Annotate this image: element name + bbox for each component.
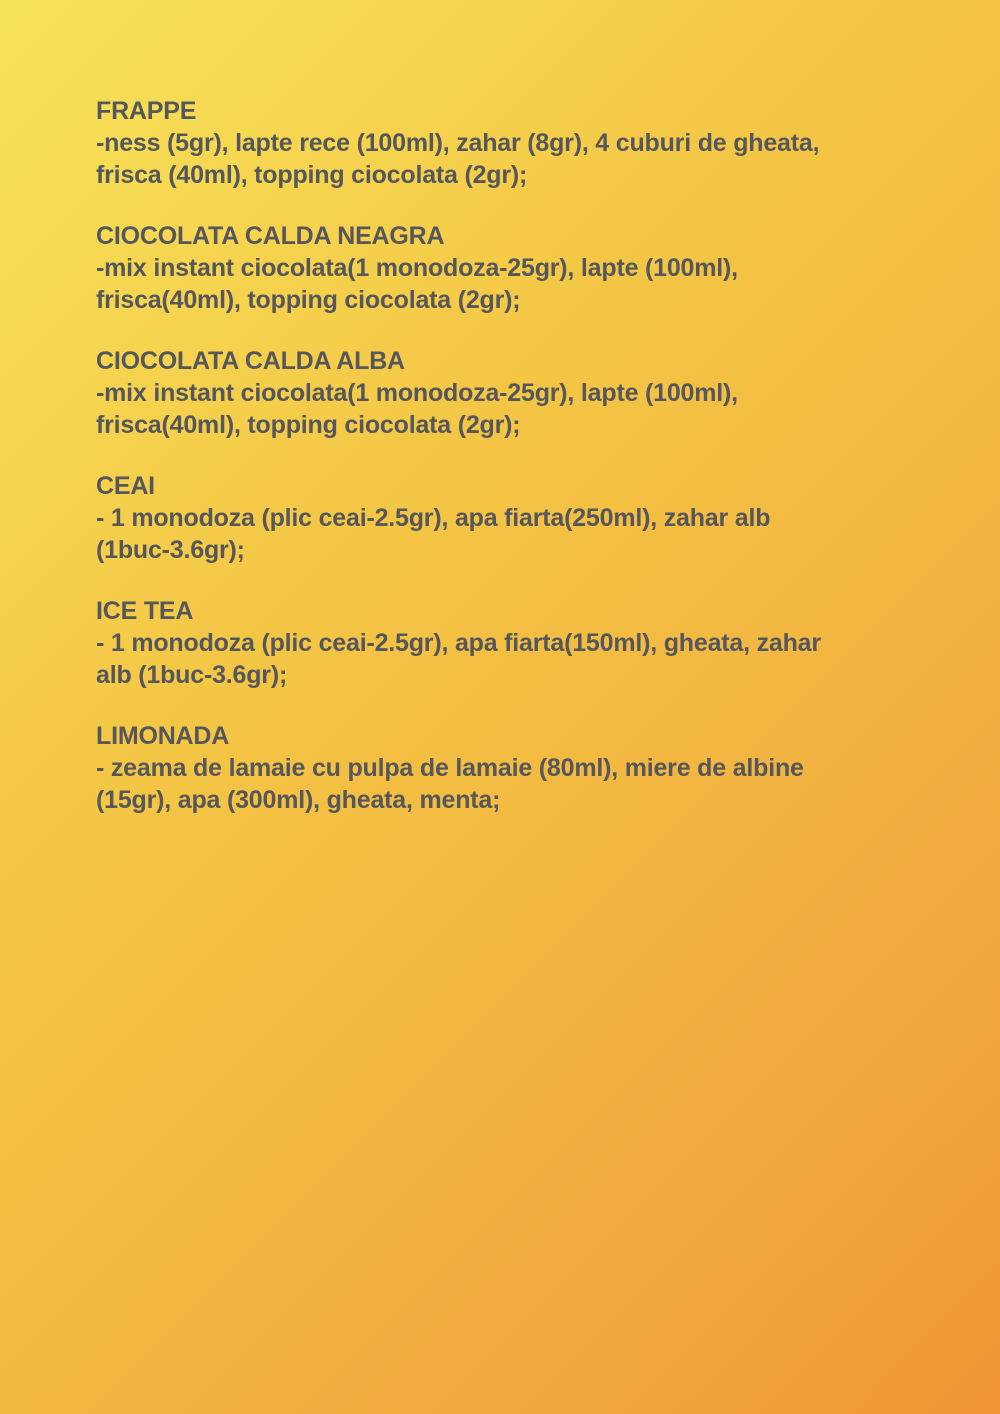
recipe-line: (1buc-3.6gr); — [96, 536, 245, 564]
recipe-line: - 1 monodoza (plic ceai-2.5gr), apa fiarta(250ml), zahar alb — [96, 504, 771, 532]
recipe-line: frisca (40ml), topping ciocolata (2gr); — [96, 161, 528, 189]
recipe-title: LIMONADA — [96, 722, 230, 750]
recipe-line: alb (1buc-3.6gr); — [96, 661, 288, 689]
recipe-ice-tea — [96, 595, 916, 691]
recipe-line: -mix instant ciocolata(1 monodoza-25gr), lapte (100ml), — [96, 379, 738, 407]
recipe-limonada — [96, 720, 916, 816]
recipe-title: FRAPPE — [96, 97, 197, 125]
recipe-ciocolata-calda-alba — [96, 345, 916, 441]
recipe-ciocolata-calda-neagra — [96, 220, 916, 316]
recipe-title: ICE TEA — [96, 597, 194, 625]
recipe-line: -mix instant ciocolata(1 monodoza-25gr), lapte (100ml), — [96, 254, 738, 282]
recipe-title: CEAI — [96, 472, 155, 500]
recipe-line: frisca(40ml), topping ciocolata (2gr); — [96, 411, 521, 439]
recipe-line: - 1 monodoza (plic ceai-2.5gr), apa fiarta(150ml), gheata, zahar — [96, 629, 821, 657]
recipe-frappe — [96, 95, 916, 191]
recipe-ceai — [96, 470, 916, 566]
recipe-title: CIOCOLATA CALDA ALBA — [96, 347, 405, 375]
recipe-page — [96, 95, 916, 845]
recipe-line: (15gr), apa (300ml), gheata, menta; — [96, 786, 501, 814]
recipe-line: frisca(40ml), topping ciocolata (2gr); — [96, 286, 521, 314]
recipe-line: -ness (5gr), lapte rece (100ml), zahar (8gr), 4 cuburi de gheata, — [96, 129, 820, 157]
recipe-title: CIOCOLATA CALDA NEAGRA — [96, 222, 445, 250]
recipe-line: - zeama de lamaie cu pulpa de lamaie (80ml), miere de albine — [96, 754, 804, 782]
